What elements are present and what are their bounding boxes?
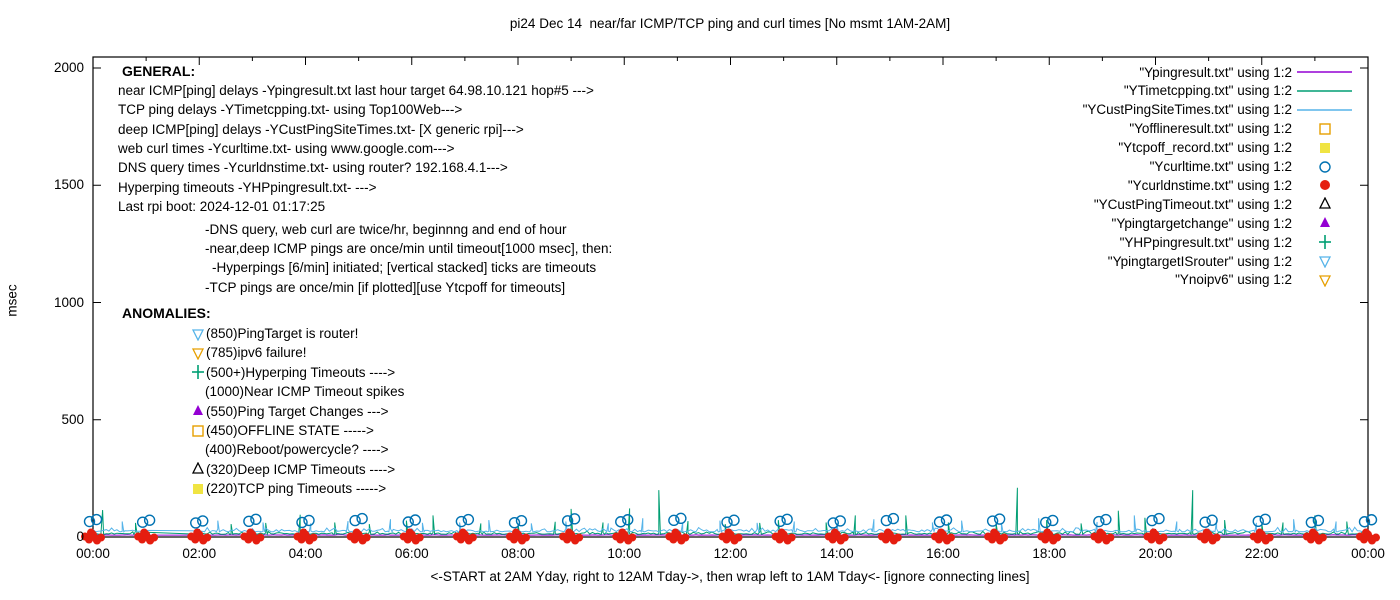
anomaly-label: (550)Ping Target Changes ---> — [206, 403, 389, 419]
legend-label: "Ypingresult.txt" using 1:2 — [1139, 64, 1292, 80]
dns-time-dot — [1367, 535, 1375, 543]
curl-time-point — [995, 514, 1005, 524]
anomaly-label: (1000)Near ICMP Timeout spikes — [205, 384, 405, 400]
line-icon — [1296, 84, 1354, 98]
dns-time-dot — [145, 535, 153, 543]
curl-time-point — [1147, 516, 1157, 526]
legend-item — [1139, 64, 1354, 80]
dns-time-dot — [1208, 535, 1216, 543]
plus-icon — [1318, 235, 1332, 249]
legend-label: "Ynoipv6" using 1:2 — [1175, 272, 1292, 288]
x-tick-label: 04:00 — [288, 546, 323, 561]
tri-down-open-icon — [1318, 254, 1332, 268]
curl-time-point — [1094, 517, 1104, 527]
curl-time-point — [297, 517, 307, 527]
tri-up-filled-icon — [191, 404, 205, 418]
anomaly-item — [191, 326, 358, 341]
curl-time-point — [1260, 514, 1270, 524]
x-tick-label: 18:00 — [1032, 546, 1067, 561]
dns-time-dot — [995, 535, 1003, 543]
x-tick-label: 22:00 — [1244, 546, 1279, 561]
anomaly-label: (500+)Hyperping Timeouts ----> — [206, 364, 396, 380]
plus-icon — [191, 365, 205, 379]
y-axis-label: msec — [4, 284, 20, 317]
chart-title: pi24 Dec 14 near/far ICMP/TCP ping and curl times [No msmt 1AM-2AM] — [509, 16, 951, 31]
curl-time-point — [456, 517, 466, 527]
curl-time-point — [191, 518, 201, 528]
legend-label: "YHPpingresult.txt" using 1:2 — [1119, 234, 1292, 250]
x-tick-label: 06:00 — [394, 546, 429, 561]
general-line: deep ICMP[ping] delays -YCustPingSiteTimes.txt- [X generic rpi]---> — [118, 121, 524, 137]
curl-time-point — [517, 516, 527, 526]
tri-up-open-icon — [191, 462, 205, 476]
dns-time-dot — [464, 535, 472, 543]
curl-time-point — [623, 515, 633, 525]
curl-time-point — [1154, 514, 1164, 524]
curl-time-point — [988, 516, 998, 526]
curl-time-point — [350, 516, 360, 526]
general-note-line: -DNS query, web curl are twice/hr, beginnng and end of hour — [205, 222, 567, 237]
legend-item — [1129, 121, 1354, 137]
y-tick-label: 500 — [61, 411, 84, 427]
curl-time-point — [669, 515, 679, 525]
dns-time-dot — [570, 535, 578, 543]
dns-time-dot — [517, 535, 525, 543]
curl-time-point — [942, 515, 952, 525]
y-tick-label: 1500 — [53, 177, 84, 193]
dns-time-dot — [1155, 535, 1163, 543]
x-tick-label: 00:00 — [1351, 546, 1385, 561]
dns-time-dot — [623, 535, 631, 543]
x-tick-label: 16:00 — [926, 546, 960, 561]
anomaly-label: (785)ipv6 failure! — [206, 345, 307, 361]
dns-time-dot — [1048, 535, 1056, 543]
curl-time-point — [510, 518, 520, 528]
general-line: DNS query times -Ycurldnstime.txt- using router? 192.168.4.1---> — [118, 160, 508, 176]
general-line: Last rpi boot: 2024-12-01 01:17:25 — [118, 198, 326, 214]
x-tick-label: 12:00 — [713, 546, 748, 561]
curl-time-point — [616, 517, 626, 527]
dns-time-dot — [358, 535, 366, 543]
anomaly-item — [191, 404, 388, 419]
line-icon — [1296, 65, 1354, 79]
tri-down-open-icon — [191, 327, 205, 341]
anomaly-item — [191, 481, 386, 496]
curl-time-point — [138, 517, 148, 527]
curl-time-point — [1253, 516, 1263, 526]
curl-time-point — [775, 516, 785, 526]
dns-time-dot — [305, 535, 313, 543]
curl-time-point — [729, 515, 739, 525]
dns-time-dot — [889, 535, 897, 543]
line-icon — [1296, 103, 1354, 117]
anomaly-item — [191, 365, 395, 380]
square-filled-icon — [1318, 141, 1332, 155]
tri-down-open-icon — [191, 346, 205, 360]
tri-up-open-icon — [1318, 197, 1332, 211]
legend-item — [1120, 234, 1354, 250]
curl-time-point — [198, 516, 208, 526]
legend-label: "Ycurltime.txt" using 1:2 — [1149, 159, 1292, 174]
anomaly-item — [191, 462, 395, 477]
square-open-icon — [1318, 122, 1332, 136]
curl-time-point — [782, 514, 792, 524]
dns-time-dot — [783, 535, 791, 543]
x-tick-label: 14:00 — [819, 546, 854, 561]
x-tick-label: 00:00 — [76, 546, 110, 561]
dns-time-dot — [836, 535, 844, 543]
dns-time-dot — [1101, 535, 1109, 543]
curl-time-point — [881, 516, 891, 526]
x-tick-label: 08:00 — [501, 546, 535, 561]
legend-label: "Ycurldnstime.txt" using 1:2 — [1127, 177, 1292, 193]
x-axis-caption: <-START at 2AM Yday, right to 12AM Tday->, then wrap left to 1AM Tday<- [ignore connecting lines] — [430, 569, 1030, 584]
dns-time-dot — [730, 535, 738, 543]
dns-time-dot — [676, 535, 684, 543]
anomaly-item — [191, 423, 374, 438]
curl-time-point — [403, 517, 413, 527]
dns-time-dot — [942, 535, 950, 543]
anomalies-heading: ANOMALIES: — [122, 305, 211, 321]
curl-time-point — [828, 518, 838, 528]
curl-time-point — [1200, 517, 1210, 527]
legend-item — [1118, 140, 1354, 156]
square-filled-icon — [191, 482, 205, 496]
anomaly-item — [191, 442, 388, 457]
square-open-icon — [191, 424, 205, 438]
dns-time-dot — [198, 535, 206, 543]
x-tick-label: 20:00 — [1138, 546, 1173, 561]
legend-item — [1094, 196, 1354, 212]
curl-time-point — [1041, 517, 1051, 527]
legend-item — [1108, 253, 1354, 269]
curl-time-point — [463, 515, 473, 525]
curl-time-point — [410, 515, 420, 525]
dns-time-dot — [251, 535, 259, 543]
curl-time-point — [244, 516, 254, 526]
anomaly-label: (400)Reboot/powercycle? ----> — [205, 442, 389, 458]
legend-label: "YCustPingSiteTimes.txt" using 1:2 — [1082, 102, 1292, 118]
legend-item — [1112, 215, 1354, 231]
anomaly-item — [191, 384, 404, 399]
curl-time-point — [888, 514, 898, 524]
x-tick-label: 02:00 — [182, 546, 217, 561]
legend-label: "YTimetcpping.txt" using 1:2 — [1123, 83, 1292, 99]
general-heading: GENERAL: — [122, 63, 196, 79]
curl-time-point — [1048, 515, 1058, 525]
legend-item — [1128, 177, 1354, 193]
circle-filled-icon — [1318, 178, 1332, 192]
curl-time-point — [835, 516, 845, 526]
curl-time-point — [722, 517, 732, 527]
curl-time-point — [935, 517, 945, 527]
anomaly-label: (220)TCP ping Timeouts -----> — [206, 481, 387, 497]
general-line: Hyperping timeouts -YHPpingresult.txt- ---> — [118, 179, 377, 195]
legend-label: "Ytcpoff_record.txt" using 1:2 — [1118, 140, 1292, 156]
curl-time-point — [145, 515, 155, 525]
y-tick-label: 1000 — [53, 294, 84, 310]
y-tick-label: 0 — [76, 529, 84, 544]
curl-time-point — [676, 513, 686, 523]
legend-item — [1150, 159, 1354, 175]
legend-label: "Yofflineresult.txt" using 1:2 — [1129, 121, 1292, 137]
curl-time-point — [304, 515, 314, 525]
circle-open-icon — [1318, 160, 1332, 174]
general-note-line: -TCP pings are once/min [if plotted][use Ytcpoff for timeouts] — [205, 279, 566, 295]
anomaly-item — [191, 345, 307, 360]
x-tick-label: 10:00 — [607, 546, 642, 561]
dns-time-dot — [411, 535, 419, 543]
general-note-line: -Hyperpings [6/min] initiated; [vertical stacked] ticks are timeouts — [212, 260, 597, 276]
anomaly-label: (320)Deep ICMP Timeouts ----> — [206, 461, 396, 477]
legend-label: "YCustPingTimeout.txt" using 1:2 — [1093, 196, 1292, 212]
legend-item — [1124, 83, 1354, 99]
anomaly-label: (450)OFFLINE STATE -----> — [206, 423, 374, 438]
legend-label: "YpingtargetISrouter" using 1:2 — [1107, 253, 1292, 269]
general-line: TCP ping delays -YTimetcpping.txt- using Top100Web---> — [118, 102, 463, 118]
general-line: near ICMP[ping] delays -Ypingresult.txt last hour target 64.98.10.121 hop#5 ---> — [118, 83, 594, 98]
dns-time-dot — [92, 535, 100, 543]
tri-down-open-icon — [1318, 273, 1332, 287]
curl-time-point — [1207, 515, 1217, 525]
general-note-line: -near,deep ICMP pings are once/min until timeout[1000 msec], then: — [205, 241, 613, 257]
anomaly-label: (850)PingTarget is router! — [206, 326, 359, 341]
legend-item — [1083, 102, 1354, 118]
legend-item — [1175, 272, 1354, 288]
curl-time-point — [357, 514, 367, 524]
dns-time-dot — [1261, 535, 1269, 543]
legend-label: "Ypingtargetchange" using 1:2 — [1111, 215, 1292, 231]
y-tick-label: 2000 — [53, 60, 84, 75]
curl-time-point — [1101, 515, 1111, 525]
curl-time-point — [251, 514, 261, 524]
general-line: web curl times -Ycurltime.txt- using www.google.com---> — [118, 140, 455, 156]
dns-time-dot — [1314, 535, 1322, 543]
tri-up-filled-icon — [1318, 216, 1332, 230]
